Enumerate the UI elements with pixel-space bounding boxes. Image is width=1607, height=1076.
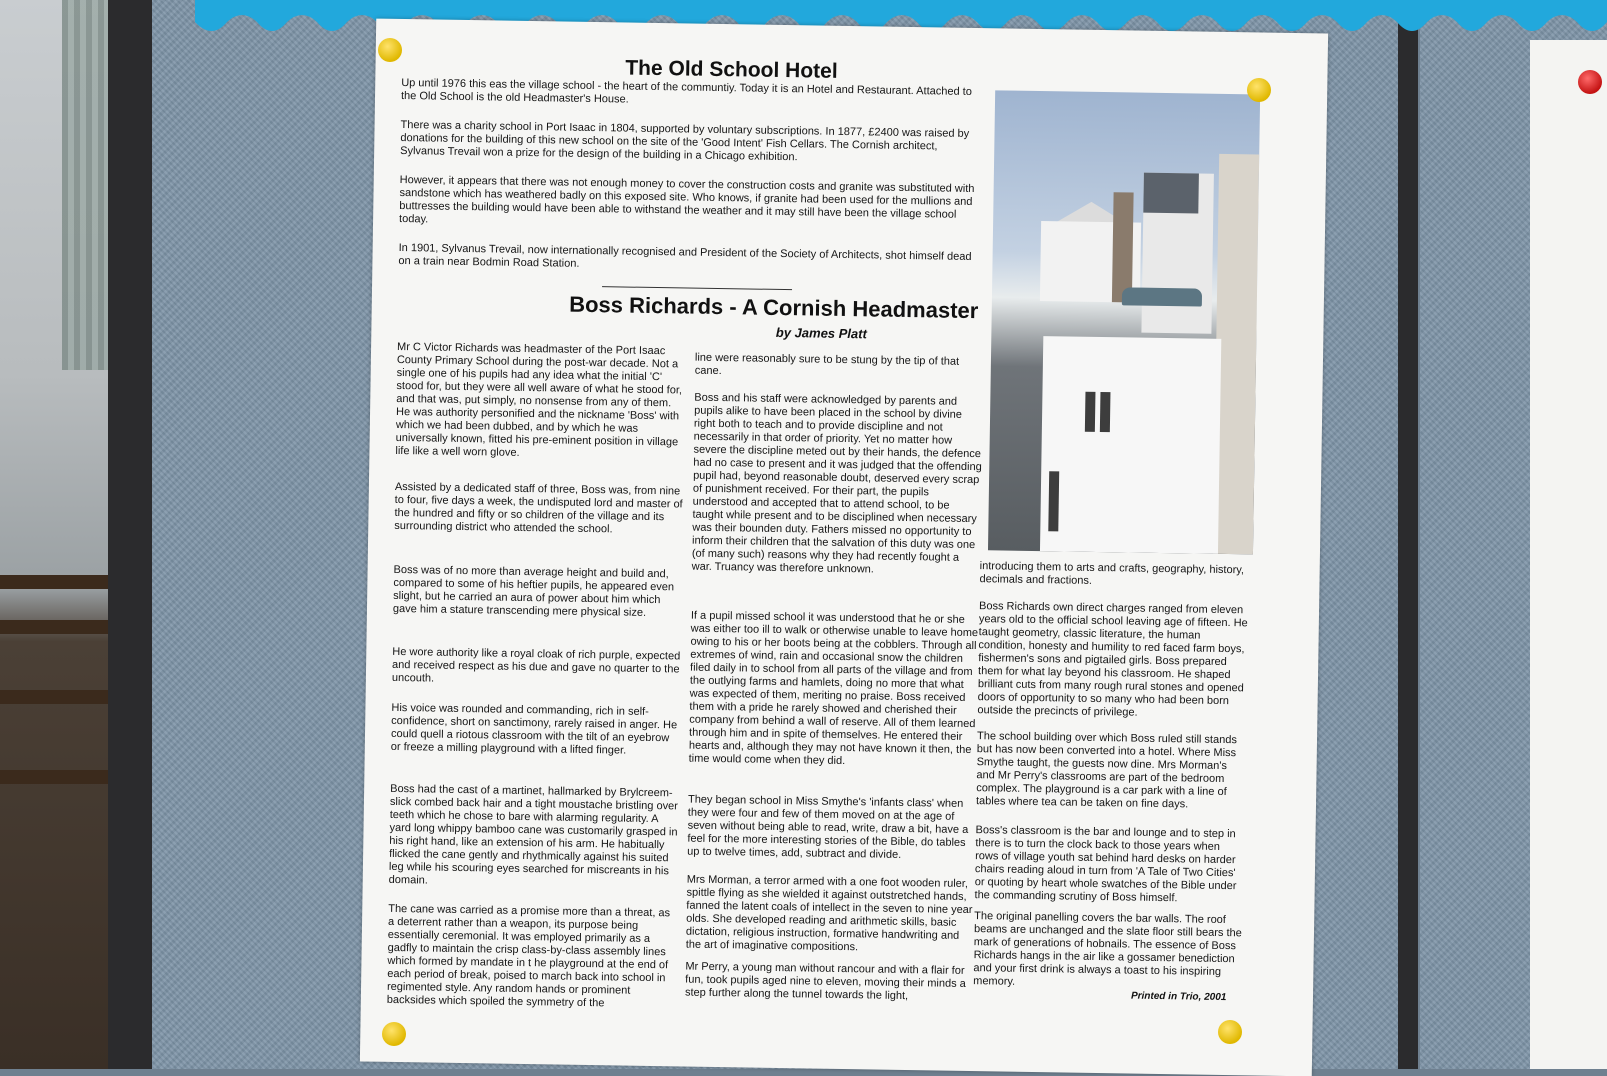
article-paragraph: Boss's classroom is the bar and lounge and to step in there is to turn the clock back to those years when rows of village youth sat behind hard desks on harder chairs reading aloud in turn from 'A Tale of Two Cities' or quoting by heart whole swatches of the Bible under the commanding scrutiny of Boss himself.	[974, 824, 1237, 905]
article-paragraph: Boss had the cast of a martinet, hallmarked by Brylcreem-slick combed back hair and a tight moustache bristling over teeth which he chose to bare with alarming regularity. A yard long whippy bamboo cane was customarily grasped in his right hand, like an extension of his arm. He habitually flicked the cane gently and rhythmically against his suited leg while his scouring eyes searched for miscreants in his domain.	[388, 782, 678, 887]
intro-paragraph: In 1901, Sylvanus Trevail, now internationally recognised and President of the Society of Architects, shot himself dead on a train near Bodmin Road Station.	[398, 241, 972, 270]
article-paragraph: Boss and his staff were acknowledged by parents and pupils alike to have been placed in the school by divine right both to teach and to provide discipline and not necessarily in that order of priority. Yet no matter how severe the discipline meted out by their hands, the defence had no case to present and it was judged that the offending pupil had, beyond reasonable doubt, deserved every scrap of punishment received. For their part, the pupils understood and accepted that to attend school, to be taught while present and to be disciplined when necessary was their bounden duty. Fathers missed no opportunity to inform their children that the salvation of this duty was one (of many such) reasons why they had recently fought a war. Truancy was therefore unknown.	[691, 391, 982, 576]
article-paragraph: His voice was rounded and commanding, rich in self-confidence, short on sanctimony, rarely raised in anger. He could quell a riotous classroom with the tilt of an eyebrow or freeze a milling playground with a lifted finger.	[390, 701, 678, 757]
article-title: Boss Richards - A Cornish Headmaster	[569, 291, 979, 324]
article-paragraph: Mrs Morman, a terror armed with a one foot wooden ruler, spittle flying as she wielded it against outstretched hands, fanned the latent coals of intellect in the seven to nine year olds. She developed reading and arithmetic skills, basic dictation, religious instruction, formative handwriting and the art of imaginative compositions.	[685, 873, 973, 954]
article-paragraph: If a pupil missed school it was understood that he or she was either too ill to walk or otherwise unable to leave home owing to his or her boots being at the cobblers. Through all extremes of wind, rain and occasional snow the children filed daily in to school from all parts of the village and from the outlying farms and hamlets, doing no more that what was expected of them, meriting no praise. Boss received them with a pride he rarely showed and cherished their company from behind a wall of reserve. All of them learned through him and in spite of themselves. He entered their hearts and, although they may not have known it then, the time would come when they did.	[688, 609, 979, 768]
pushpin	[1247, 78, 1271, 102]
printed-credit: Printed in Trio, 2001	[1130, 990, 1227, 1004]
building	[1040, 336, 1221, 554]
article-paragraph: introducing them to arts and crafts, geography, history, decimals and fractions.	[979, 560, 1245, 587]
pushpin	[382, 1022, 406, 1046]
article-paragraph: The cane was carried as a promise more than a threat, as a deterrent rather than a weapon, its purpose being essentially ceremonial. It was employed primarily as a gadfly to maintain the crisp class-by-class assembly lines which formed by mandate in t he playground at the end of each period of break, poised to march back into school in regimented style. Any random hands or prominent backsides which spoiled the symmetry of the	[386, 902, 671, 1010]
article-paragraph: Assisted by a dedicated staff of three, Boss was, from nine to four, five days a week, the undisputed lord and master of the hundred and fifty or so children of the village and its surrounding district who attended the school.	[394, 480, 683, 536]
board-frame-left	[108, 0, 152, 1069]
pushpin	[1218, 1020, 1242, 1044]
article-paragraph: Mr Perry, a young man without rancour and with a flair for fun, took pupils aged nine to eleven, moving their minds a step further along the tunnel towards the light,	[684, 960, 966, 1003]
board-frame-middle	[1398, 0, 1418, 1069]
hotel-photo	[988, 90, 1260, 554]
doorway	[1048, 471, 1059, 531]
window	[1100, 392, 1111, 432]
pushpin-red	[1578, 70, 1602, 94]
clock-tower	[1112, 192, 1134, 302]
article-byline: by James Platt	[775, 324, 867, 342]
adjacent-poster	[1530, 40, 1607, 1069]
roof	[1143, 173, 1199, 214]
intro-paragraph: There was a charity school in Port Isaac in 1804, supported by voluntary subscriptions. In 1877, £2400 was raised by donations for the building of this new school on the site of the 'Good Intent' Fish Cellars. The Cornish architect, Sylvanus Trevail won a prize for the design of the building in a Chicago exhibition.	[400, 118, 970, 164]
intro-paragraph: However, it appears that there was not enough money to cover the construction costs and granite was substituted with sandstone which has weathered badly on this exposed site. Who knows, if granite had been used for the mullions and buttresses the building would have been able to withstand the weather and it may still have been the village school today.	[399, 173, 975, 226]
article-paragraph: The original panelling covers the bar walls. The roof beams are unchanged and the slate floor still bears the mark of generations of hobnails. The essence of Boss Richards hangs in the air like a gossamer benediction and your first drink is always a toast to his inspiring memory.	[973, 910, 1242, 988]
article-paragraph: They began school in Miss Smythe's 'infants class' when they were four and few of them moved on at the age of seven without being able to read, write, draw a bit, have a feel for the more interesting stories of the Bible, do tables up to twelve times, add, subtract and divide.	[687, 793, 969, 861]
poster-title: The Old School Hotel	[625, 56, 838, 83]
article-paragraph: He wore authority like a royal cloak of rich purple, expected and received respect as his due and gave no quarter to the uncouth.	[391, 645, 681, 685]
article-paragraph: Boss Richards own direct charges ranged from eleven years old to the official school leaving age of fifteen. He taught geometry, classic literature, the human condition, honesty and humility to red faced farm boys, fishermen's sons and pigtailed girls. Boss prepared them for what lay beyond his classroom. He shaped brilliant cuts from many rough rural stones and opened doors of opportunity to so many who had been born outside the precincts of privilege.	[977, 600, 1248, 719]
article-paragraph: Boss was of no more than average height and build and, compared to some of his heftier pupils, he appeared even slight, but he carried an aura of power about him which gave him a stature transcending mere physical size.	[392, 563, 675, 619]
intro-paragraph: Up until 1976 this eas the village school - the heart of the communtiy. Today it is an Hotel and Restaurant. Attached to the Old School is the old Headmaster's House.	[400, 76, 972, 106]
car	[1122, 287, 1202, 306]
pushpin	[378, 38, 402, 62]
article-paragraph: The school building over which Boss ruled still stands but has now been converted into a hotel. Where Miss Smythe taught, the guests now dine. Mrs Morman's and Mr Perry's classrooms are part of the bedroom complex. The playground is a car park with a line of tables where tea can be taken on fine days.	[975, 730, 1237, 811]
article-paragraph: Mr C Victor Richards was headmaster of the Port Isaac County Primary School during the post-war decade. Not a single one of his pupils had any idea what the initial 'C' stood for, but they were all well aware of what he stood for, and that was, put simply, no nonsense from any of them. He was authority personified and the nickname 'Boss' with which we had been dubbed, and by which he was universally known, fitted his pre-eminent position in village life like a well worn glove.	[395, 340, 683, 459]
window	[1085, 392, 1096, 432]
divider	[602, 286, 792, 290]
poster	[360, 19, 1328, 1076]
article-paragraph: line were reasonably sure to be stung by the tip of that cane.	[694, 351, 960, 378]
